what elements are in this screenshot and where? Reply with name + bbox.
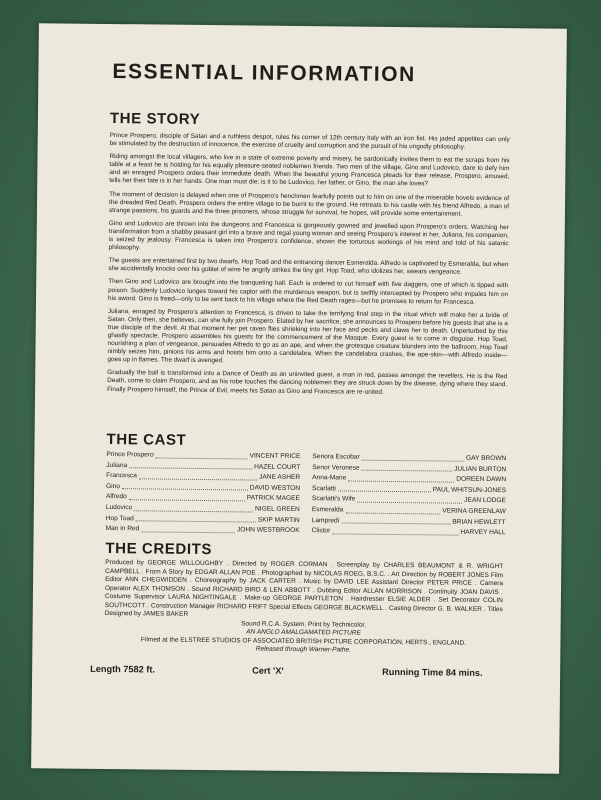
credits-studio-picture: AN ANGLO AMALGAMATED PICTURE	[246, 628, 361, 637]
certificate: Cert 'X'	[252, 665, 284, 676]
cast-role: Scarlatti	[312, 484, 336, 493]
leader-dots	[129, 493, 245, 502]
leader-dots	[362, 463, 453, 472]
story-paragraph: The moment of decision is delayed when one of Prospero's henchmen fearfully points out to him on one of the miserable hovels evidence of the dreaded Red Death. Prospero orders the entire village to be burnt to the ground. He retreats to his castle with his friend Alfredo, a man of strange passions, his guards and the three prisoners, whose struggle for survival, he hopes, will provide some entertainment.	[108, 190, 510, 218]
cast-actor: NIGEL GREEN	[254, 505, 300, 513]
cast-actor: GAY BROWN	[465, 454, 507, 463]
story-paragraph: Gradually the ball is transformed into a Dance of Death as an uninvited guest, a man in red, passes amongst the revellers. He is the Red Death, come to claim Prospero, and as his robe touches the dancing noblemen they are struck down by the disease, dying where they stand. Finally Prospero himself, the Prince of Evil, meets his Satan as Gino and Francesca are re-united.	[107, 369, 508, 396]
cast-actor: JULIAN BURTON	[454, 465, 507, 473]
cast-heading: THE CAST	[106, 430, 187, 449]
cast-actor: JEAN LODGE	[464, 497, 506, 505]
cast-row	[106, 524, 300, 537]
story-paragraph: Riding amongst the local villagers, who live in a state of extreme poverty and misery, he sardonically invites them to eat the scraps from his table at a feast he is holding for his equally pleasure-seated noblemen friends. Two men of the village, Gino and Ludovico, dare to defy him and an enraged Prospero orders their immediate death. When the beautiful young Francesca pleads for their release, Prospero, amused, tells her their fate is in her hands. One man must die; is it to be Ludovico, her father, or Gino, the man she loves?	[109, 153, 510, 188]
leader-dots	[139, 472, 257, 481]
cast-actor: PAUL WHITSUN-JONES	[432, 486, 507, 494]
cast-role: Senora Escobar	[312, 453, 360, 461]
cast-actor: VINCENT PRICE	[249, 452, 301, 461]
cast-role: Anna-Marie	[312, 474, 347, 482]
information-sheet	[31, 23, 567, 773]
leader-dots	[357, 495, 462, 504]
story-heading: THE STORY	[109, 110, 201, 128]
cast-actor: VERINA GREENLAW	[442, 507, 506, 516]
cast-role: Lampredi	[311, 516, 340, 524]
credits-filmed-at: Filmed at the ELSTREE STUDIOS OF ASSOCIATED BRITISH PICTURE CORPORATION, HERTS., ENGLAND.	[140, 635, 467, 647]
story-paragraph: Gino and Ludovico are thrown into the dungeons and Francesca is gorgeously gowned and jewelled upon Prospero's orders. Watching her transformation from a shabby peasant girl into a brave and regal young woman and seeing Prospero's interest in her, Juliana, his companion, is seized by jealousy. Francesca is taken into Prospero's confidence, shown the torturous workings of his mind and told of his satanic philosophy.	[108, 219, 509, 252]
credits-sound: Sound R.C.A. System. Print by Technicolor.	[241, 619, 367, 629]
leader-dots	[338, 484, 431, 493]
cast-role: Alfredo	[105, 493, 127, 501]
cast-role: Francesca	[106, 472, 138, 480]
cast-actor: JANE ASHER	[259, 473, 301, 482]
leader-dots	[134, 503, 253, 512]
cast-actor: HAZEL COURT	[254, 463, 301, 471]
cast-role: Scarlatti's Wife	[311, 495, 356, 503]
leader-dots	[348, 474, 454, 483]
story-paragraph: Juliana, enraged by Prospero's attention to Francesca, is driven to take the terrifying final step in the ritual which will make her a bride of Satan. Only then, she believes, can she fully join Prospero. Elated by her sacrifice, she announces to Prospero before his guests that she is a true disciple of the devil. At that moment her pet raven flies shrieking into her face and pecks and claws her to death. Unperturbed by this ghastly spectacle, Prospero assembles his guests for the commencement of the Masque. Every guest is to come in disguise. Hop Toad, nourishing a plan of vengeance, persuades Alfredo to go as an ape, and when the grotesque creature blunders into the ballroom, Hop Toad nimbly seizes him, pinions his arms and hoists him onto a candelabra. When the candelabra crashes, the ape-skin—with Alfredo inside—goes up in flames. The dwarf is avenged.	[107, 307, 508, 365]
cast-actor: PATRICK MAGEE	[246, 494, 300, 503]
cast-actor: DAVID WESTON	[249, 484, 301, 492]
credits-section	[104, 559, 503, 657]
cast-role: Ludovico	[105, 503, 133, 512]
cast-role: Man in Red	[105, 525, 140, 533]
cast-role: Juliana	[106, 461, 128, 469]
leader-dots	[122, 482, 248, 491]
leader-dots	[362, 453, 464, 462]
story-paragraph: The guests are entertained first by two dwarfs, Hop Toad and the entrancing dancer Esmeralda. Alfredo is captivated by Esmeralda, but when she accidentally knocks over his goblet of wine he angrily strikes the tiny girl. Hop Toad, who idolizes her, swears vengeance.	[108, 257, 509, 277]
story-paragraph: Then Gino and Ludovico are brought into the banqueting hall. Each is ordered to cut himself with five daggers, one of which is tipped with poison. Suddenly Ludovico lunges toward his captor with the murderous weapon, but is swiftly intercepted by Prospero who impales him on his sword. Gino is freed—only to be sent back to his village where the Red Death rages—but he promises to return for Francesca.	[108, 278, 509, 306]
cast-role: Hop Toad	[105, 514, 134, 522]
credits-body: Produced by GEORGE WILLOUGHBY . Directed by ROGER CORMAN . Screenplay by CHARLES BEAUMONT & R. WRIGHT CAMPBELL . From A Story by EDGAR ALLAN POE . Photographed by NICOLAS ROEG, B.S.C. . Art Direction by ROBERT JONES Film Editor ANN CHEGWIDDEN . Choreography by JACK CARTER . Music by DAVID LEE Assistant Director PETER PRICE . Camera Operator ALEX THOMSON . Sound RICHARD BIRD & LEN ABBOTT . Dubbing Editor ALLAN MORRISON . Continuity JOAN DAVIS . Costume Supervisor LAURA NIGHTINGALE . Make-up GEORGE PARTLETON . Hairdresser ELSIE ALDER . Set Decorator COLIN SOUTHCOTT . Construction Manager RICHARD FRIFT Special Effects GEORGE BLACKWELL . Casting Director G. B. WALKER . Titles Designed by JAMES BAKER	[104, 558, 504, 618]
leader-dots	[345, 505, 440, 514]
cast-actor: HARVEY HALL	[460, 528, 506, 537]
leader-dots	[129, 461, 252, 470]
cast-column-left	[106, 450, 301, 537]
cast-actor: DOREEN DAWN	[456, 475, 507, 484]
leader-dots	[136, 514, 256, 523]
cast-role: Gino	[106, 482, 121, 490]
leader-dots	[332, 527, 458, 536]
cast-actor: SKIP MARTIN	[257, 516, 300, 524]
cast-column-right	[312, 452, 507, 539]
leader-dots	[141, 525, 235, 534]
film-length: Length 7582 ft.	[90, 663, 156, 675]
story-paragraph: Prince Prospero, disciple of Satan and a ruthless despot, rules his corner of 12th century Italy with an iron fist. His jaded appetites can only be stimulated by the destruction of innocence, the exercise of cruelty and corruption and the pursuit of his ungodly philosophy.	[109, 132, 510, 151]
credits-heading: THE CREDITS	[105, 539, 213, 559]
cast-role: Prince Prospero	[106, 450, 154, 459]
credits-released: Released through Warner-Pathe.	[255, 645, 351, 654]
cast-role: Clistor	[311, 527, 331, 535]
cast-actor: BRIAN HEWLETT	[452, 518, 506, 526]
cast-row	[312, 526, 506, 539]
cast-role: Senor Veronese	[312, 463, 360, 472]
cast-actor: JOHN WESTBROOK	[236, 526, 300, 535]
page-title: ESSENTIAL INFORMATION	[112, 60, 417, 87]
cast-role: Esmeralda	[311, 506, 344, 514]
leader-dots	[156, 451, 248, 460]
leader-dots	[341, 516, 450, 525]
story-section	[107, 132, 510, 403]
running-time: Running Time 84 mins.	[382, 666, 483, 678]
